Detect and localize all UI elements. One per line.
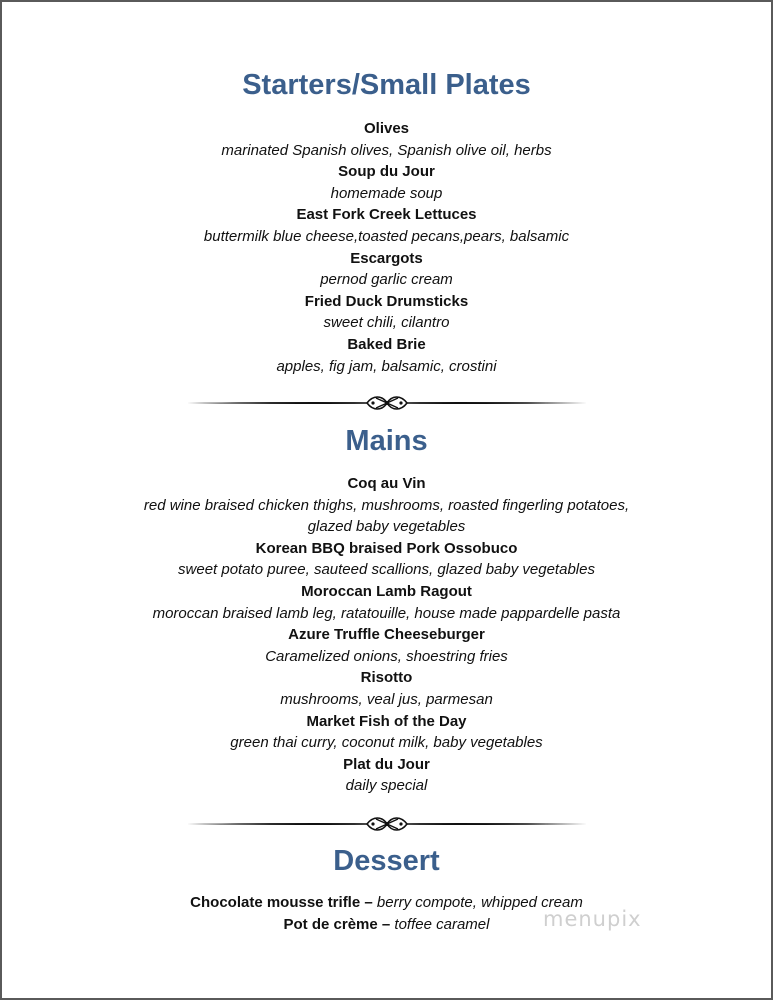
flourish-divider-icon: [187, 390, 587, 416]
item-name: Olives: [363, 120, 410, 137]
menu-item: [2, 754, 771, 797]
section-title-mains: Mains: [345, 425, 428, 457]
item-description: green thai curry, coconut milk, baby vegetables: [230, 734, 543, 752]
menu-item: [2, 624, 771, 667]
flourish-divider-icon: [187, 811, 587, 837]
item-name: Plat du Jour: [343, 755, 430, 773]
item-description: apples, fig jam, balsamic, crostini: [276, 357, 497, 375]
item-description: pernod garlic cream: [320, 271, 453, 289]
item-description: marinated Spanish olives, Spanish olive oil, herbs: [221, 141, 552, 159]
item-name: East Fork Creek Lettuces: [296, 206, 477, 224]
item-description: sweet chili, cilantro: [323, 314, 450, 332]
item-description-continued: glazed baby vegetables: [307, 518, 466, 536]
item-description: sweet potato puree, sauteed scallions, glazed baby vegetables: [178, 561, 595, 579]
item-name: Korean BBQ braised Pork Ossobuco: [255, 539, 518, 557]
menu-item: [2, 291, 771, 334]
item-description: homemade soup: [330, 184, 443, 202]
starters-list: [2, 118, 771, 377]
mains-list: [2, 473, 771, 797]
menu-item: [2, 334, 771, 377]
item-description: berry compote, whipped cream: [376, 894, 583, 911]
dessert-list: [2, 892, 771, 936]
section-title-dessert: Dessert: [333, 845, 440, 877]
menu-item: [2, 161, 771, 204]
item-description: toffee caramel: [394, 916, 490, 933]
menu-item: [2, 473, 771, 538]
item-name: Fried Duck Drumsticks: [304, 292, 469, 310]
item-description: red wine braised chicken thighs, mushrooms, roasted fingerling potatoes,: [143, 496, 630, 514]
item-name: Azure Truffle Cheeseburger: [288, 626, 485, 644]
item-name: Escargots: [350, 249, 423, 267]
item-name: Risotto: [360, 669, 413, 687]
item-description: Caramelized onions, shoestring fries: [265, 647, 508, 665]
menu-item: [2, 711, 771, 754]
item-name: Pot de crème: [283, 916, 378, 933]
ornamental-divider: [2, 390, 771, 416]
item-description: buttermilk blue cheese,toasted pecans,pears, balsamic: [203, 227, 570, 245]
item-name: Soup du Jour: [338, 163, 435, 181]
item-description: mushrooms, veal jus, parmesan: [280, 690, 493, 708]
section-title-starters: Starters/Small Plates: [242, 69, 531, 101]
menu-item: [2, 118, 771, 161]
dessert-item: [2, 892, 771, 914]
menu-item: [2, 581, 771, 624]
menu-item: [2, 248, 771, 291]
item-separator: –: [377, 916, 395, 933]
menu-item: [2, 538, 771, 581]
item-separator: –: [360, 894, 377, 911]
item-name: Moroccan Lamb Ragout: [301, 582, 472, 600]
menu-item: [2, 667, 771, 710]
menu-item: [2, 204, 771, 247]
item-name: Coq au Vin: [347, 475, 426, 492]
item-name: Market Fish of the Day: [306, 712, 467, 730]
ornamental-divider: [2, 811, 771, 837]
item-name: Baked Brie: [347, 335, 426, 353]
item-name: Chocolate mousse trifle: [190, 894, 361, 911]
dessert-item: [2, 914, 771, 936]
item-description: moroccan braised lamb leg, ratatouille, house made pappardelle pasta: [152, 604, 621, 622]
item-description: daily special: [345, 777, 428, 795]
watermark: menupix: [543, 907, 642, 931]
